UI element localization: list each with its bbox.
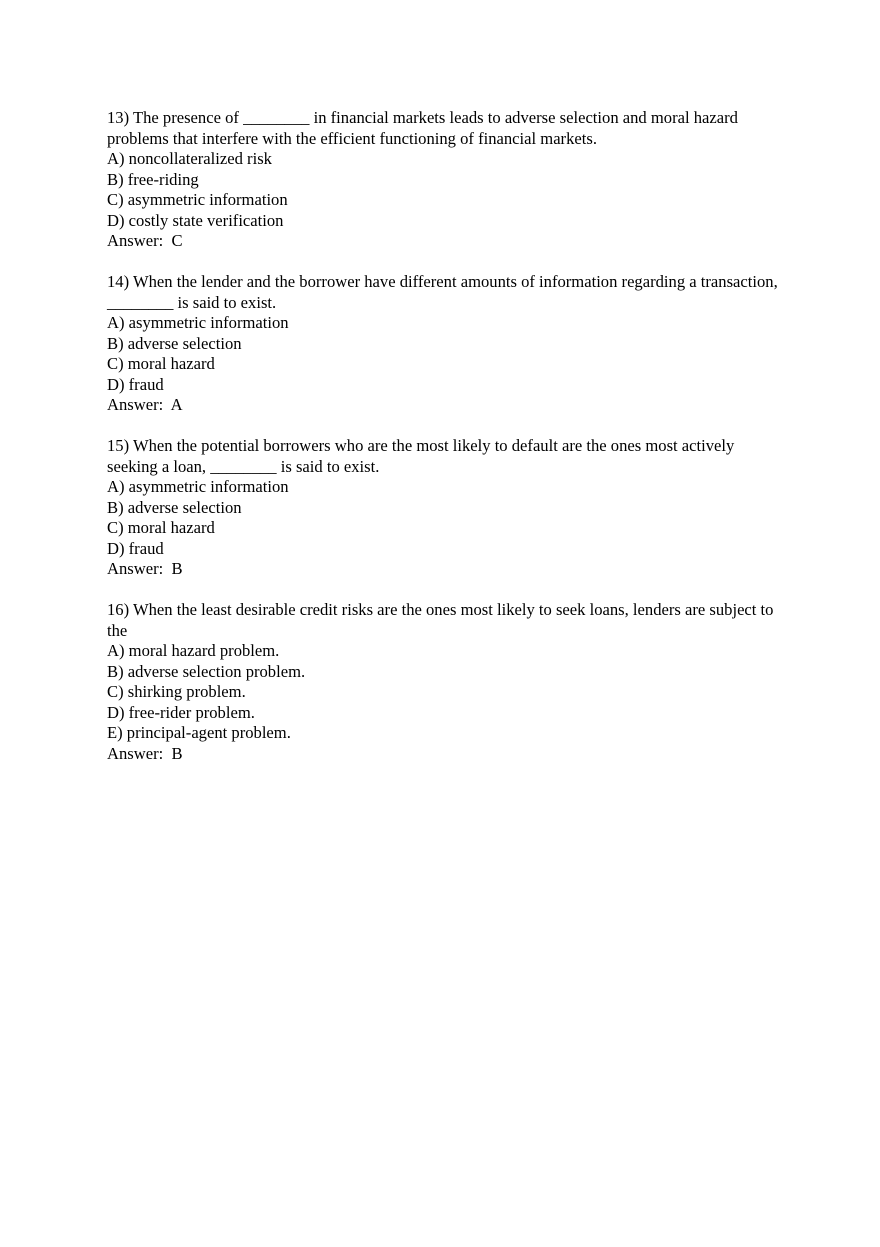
option-c: C) moral hazard bbox=[107, 518, 215, 537]
question-15 bbox=[107, 436, 787, 580]
option-c: C) asymmetric information bbox=[107, 190, 288, 209]
option-b: B) free-riding bbox=[107, 169, 199, 189]
question-16 bbox=[107, 600, 787, 764]
answer-label: Answer: bbox=[107, 395, 171, 414]
option-a: A) moral hazard problem. bbox=[107, 641, 280, 660]
answer-label: Answer: bbox=[107, 231, 172, 250]
option-b: B) adverse selection problem. bbox=[107, 661, 306, 681]
answer-label: Answer: bbox=[107, 559, 172, 578]
question-13 bbox=[107, 108, 787, 252]
answer-value: B bbox=[171, 559, 183, 578]
option-d: D) fraud bbox=[107, 374, 164, 394]
option-b: B) adverse selection bbox=[107, 497, 242, 517]
answer-line bbox=[107, 231, 787, 252]
answer-value: B bbox=[171, 743, 183, 763]
answer-value: A bbox=[170, 395, 183, 414]
option-e: E) principal-agent problem. bbox=[107, 723, 291, 742]
option-d: D) free-rider problem. bbox=[107, 702, 255, 722]
option-a: A) asymmetric information bbox=[107, 477, 289, 496]
option-c: C) moral hazard bbox=[107, 354, 215, 373]
question-stem: 14) When the lender and the borrower have different amounts of information regarding a transaction, ________ is said to exist. bbox=[107, 272, 778, 312]
answer-line bbox=[107, 744, 787, 765]
option-a: A) noncollateralized risk bbox=[107, 149, 272, 168]
option-list bbox=[107, 149, 787, 231]
question-list bbox=[107, 108, 787, 785]
option-list bbox=[107, 641, 787, 744]
option-c: C) shirking problem. bbox=[107, 682, 246, 701]
answer-line bbox=[107, 395, 787, 416]
answer-label: Answer: bbox=[107, 743, 172, 763]
question-14 bbox=[107, 272, 787, 416]
option-list bbox=[107, 313, 787, 395]
option-list bbox=[107, 477, 787, 559]
question-stem: 13) The presence of ________ in financial markets leads to adverse selection and moral hazard problems that interfere with the efficient functioning of financial markets. bbox=[107, 108, 738, 148]
question-stem: 15) When the potential borrowers who are the most likely to default are the ones most actively seeking a loan, ________ is said to exist. bbox=[107, 436, 735, 476]
question-stem: 16) When the least desirable credit risks are the ones most likely to seek loans, lenders are subject to the bbox=[107, 600, 774, 640]
option-b: B) adverse selection bbox=[107, 333, 242, 353]
option-d: D) fraud bbox=[107, 538, 164, 558]
option-a: A) asymmetric information bbox=[107, 313, 289, 332]
answer-line bbox=[107, 559, 787, 580]
option-d: D) costly state verification bbox=[107, 210, 284, 230]
answer-value: C bbox=[171, 231, 183, 250]
